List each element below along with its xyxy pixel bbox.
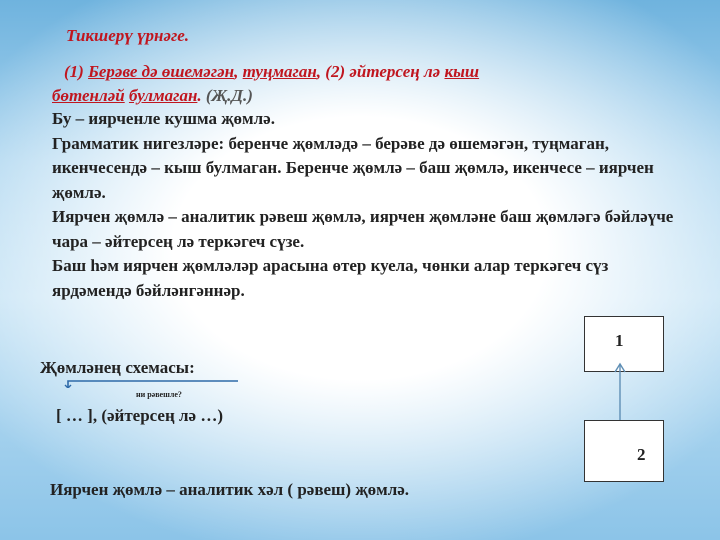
example-sep-1: , <box>234 62 243 81</box>
example-line-1 <box>52 60 662 84</box>
example-part-1: Берәве дә өшемәгән <box>88 62 235 81</box>
example-part-4: бөтенләй <box>52 86 125 105</box>
analysis-paragraph: Бу – иярченле кушма җөмлә. <box>52 109 275 128</box>
scheme-question: ни рәвешле? <box>136 390 182 399</box>
example-line-2 <box>52 84 662 108</box>
subordinate-clause-number: 2 <box>637 445 646 464</box>
subordinate-clause-box <box>584 420 664 482</box>
scheme-label: Җөмләнең схемасы: <box>40 358 195 377</box>
scheme-question-arrow <box>64 378 242 388</box>
example-source: (Җ.Д.) <box>205 86 253 105</box>
example-prefix: (1) <box>64 62 89 81</box>
example-part-5: булмаган <box>128 86 198 105</box>
example-sep-2: , (2) әйтерсең лә <box>316 62 445 81</box>
slide-title: Тикшерү үрнәге. <box>66 26 190 45</box>
analysis-paragraph: Иярчен җөмлә – аналитик рәвеш җөмлә, иярчен җөмләне баш җөмләгә бәйләүче чара – әйтерсең лә теркәгеч сүзе. <box>52 207 674 251</box>
sentence-scheme: [ … ], (әйтерсең лә …) <box>56 406 224 425</box>
example-sentence <box>52 60 662 108</box>
analysis-text <box>52 107 692 303</box>
example-part-3: кыш <box>444 62 480 81</box>
example-part-2: туңмаган <box>242 62 317 81</box>
analysis-paragraph: Грамматик нигезләре: беренче җөмләдә – берәве дә өшемәгән, туңмаган, икенчесендә – кыш булмаган. Беренче җөмлә – баш җөмлә, икенчесе – иярчен җөмлә. <box>52 133 654 202</box>
example-sep-4: . <box>197 86 206 105</box>
main-clause-number: 1 <box>615 331 624 350</box>
conclusion-text: Иярчен җөмлә – аналитик хәл ( рәвеш) җөмлә. <box>50 480 410 499</box>
analysis-paragraph: Баш һәм иярчен җөмләләр арасына өтер куела, чөнки алар теркәгеч сүз ярдәмендә бәйләнгәннәр. <box>52 256 609 300</box>
scheme-arrow <box>600 362 640 424</box>
